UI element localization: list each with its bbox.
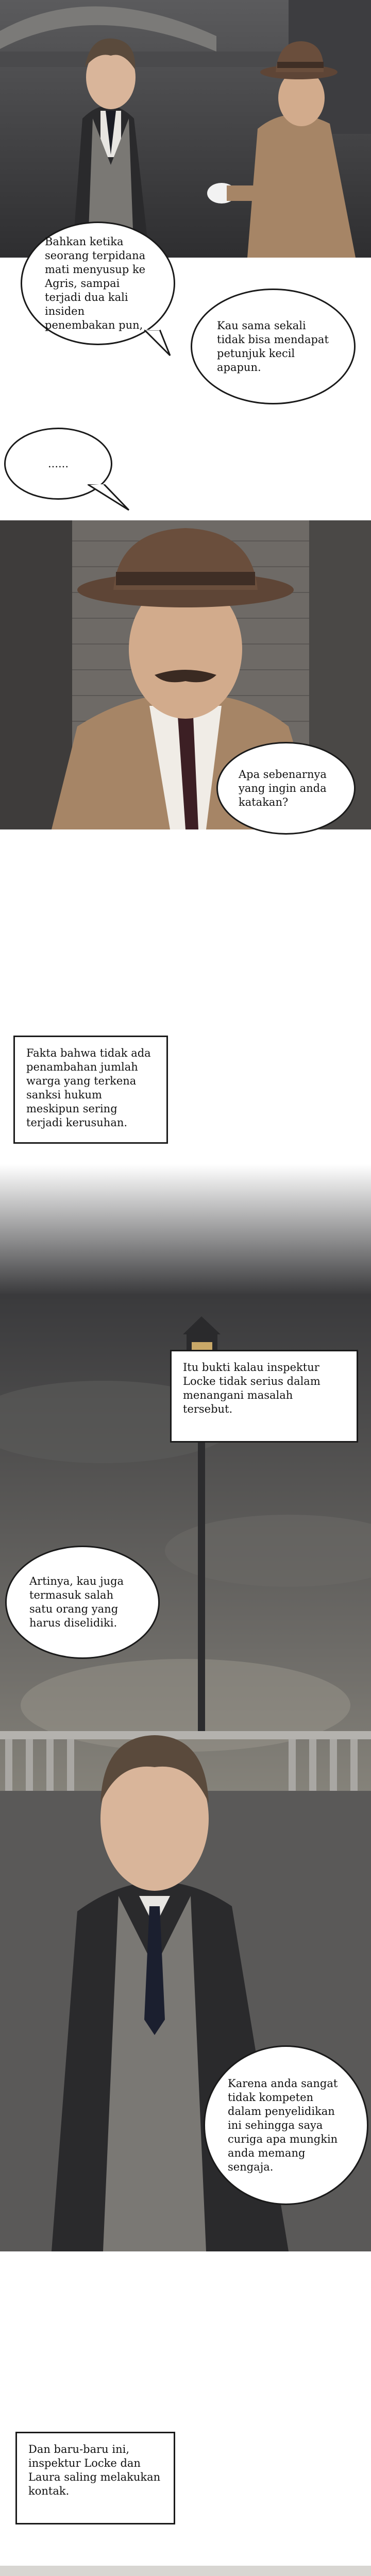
speech-bubble-2-text: Kau sama sekali tidak bisa mendapat petunjuk kecil apapun.: [217, 319, 329, 374]
panel-bridge-conversation: [0, 0, 371, 258]
caption-box-1-text: Fakta bahwa tidak ada penambahan jumlah warga yang terkena sanksi hukum meskipun sering terjadi kerusuhan.: [26, 1047, 151, 1129]
caption-box-2: [170, 1350, 358, 1443]
speech-bubble-1: [21, 222, 175, 345]
caption-box-2-text: Itu bukti kalau inspektur Locke tidak serius dalam menangani masalah tersebut.: [183, 1361, 321, 1415]
speech-bubble-6-text: Karena anda sangat tidak kompeten dalam penyelidikan ini sehingga saya curiga apa mungkin anda memang sengaja.: [228, 2077, 338, 2173]
speech-bubble-1-tail: [144, 330, 175, 361]
speech-bubble-1-text: Bahkan ketika seorang terpidana mati menyusup ke Agris, sampai terjadi dua kali insiden penembakan pun,: [45, 235, 146, 331]
speech-bubble-2: [191, 289, 356, 404]
caption-box-3-text: Dan baru-baru ini, inspektur Locke dan Laura saling melakukan kontak.: [28, 2443, 161, 2497]
panel-bottom-strip: [0, 2566, 371, 2576]
speech-bubble-3-text: ......: [47, 457, 69, 470]
speech-bubble-5: [5, 1546, 160, 1659]
speech-bubble-4: [216, 742, 356, 835]
speech-bubble-5-text: Artinya, kau juga termasuk salah satu orang yang harus diselidiki.: [29, 1575, 124, 1629]
caption-box-1: [13, 1036, 168, 1144]
panel-bridge-art: [0, 0, 371, 258]
speech-bubble-3-tail: [88, 484, 134, 515]
speech-bubble-4-text: Apa sebenarnya yang ingin anda katakan?: [239, 768, 327, 808]
panel-bottom-art: [0, 2566, 371, 2576]
caption-box-3: [15, 2432, 175, 2524]
speech-bubble-6: [204, 2045, 368, 2205]
